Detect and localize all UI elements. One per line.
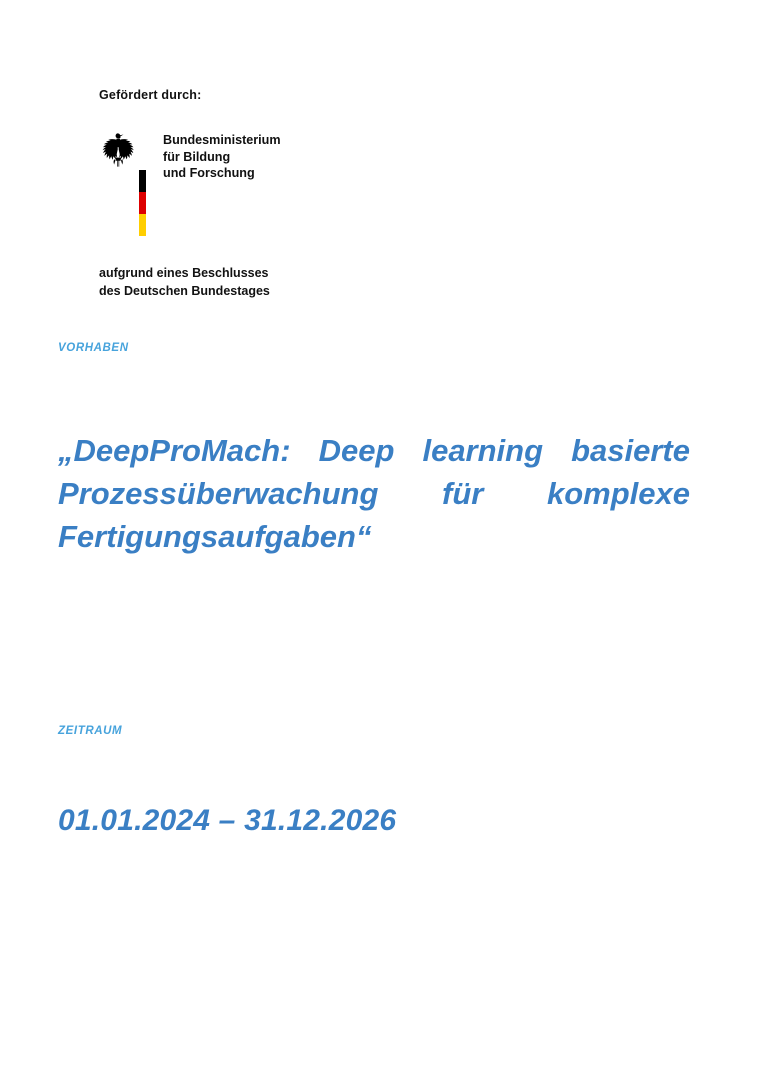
funding-label: Gefördert durch:	[99, 88, 202, 102]
bmbf-logo	[99, 130, 519, 236]
bmbf-logo-text	[163, 130, 281, 182]
flag-band-black	[139, 170, 146, 192]
section-label-period: ZEITRAUM	[58, 725, 123, 737]
bmbf-logo-emblem	[99, 130, 155, 236]
section-label-project: VORHABEN	[58, 342, 129, 354]
project-period: 01.01.2024 – 31.12.2026	[58, 804, 397, 837]
german-flag-icon	[139, 170, 146, 236]
project-title: „DeepProMach: Deep learning basierte Prozessüberwachung für komplexe Fertigungsaufgaben“	[58, 433, 690, 554]
ministry-line-1: Bundesministerium	[163, 133, 281, 147]
funding-block	[99, 88, 519, 300]
decision-note	[99, 264, 519, 300]
federal-eagle-icon	[101, 132, 135, 168]
ministry-line-3: und Forschung	[163, 166, 255, 181]
ministry-line-2: für Bildung	[163, 149, 231, 164]
flag-band-gold	[139, 214, 146, 236]
decision-note-line-1: aufgrund eines Beschlusses	[99, 266, 269, 280]
decision-note-line-2: des Deutschen Bundestages	[99, 284, 270, 299]
flag-band-red	[139, 192, 146, 214]
